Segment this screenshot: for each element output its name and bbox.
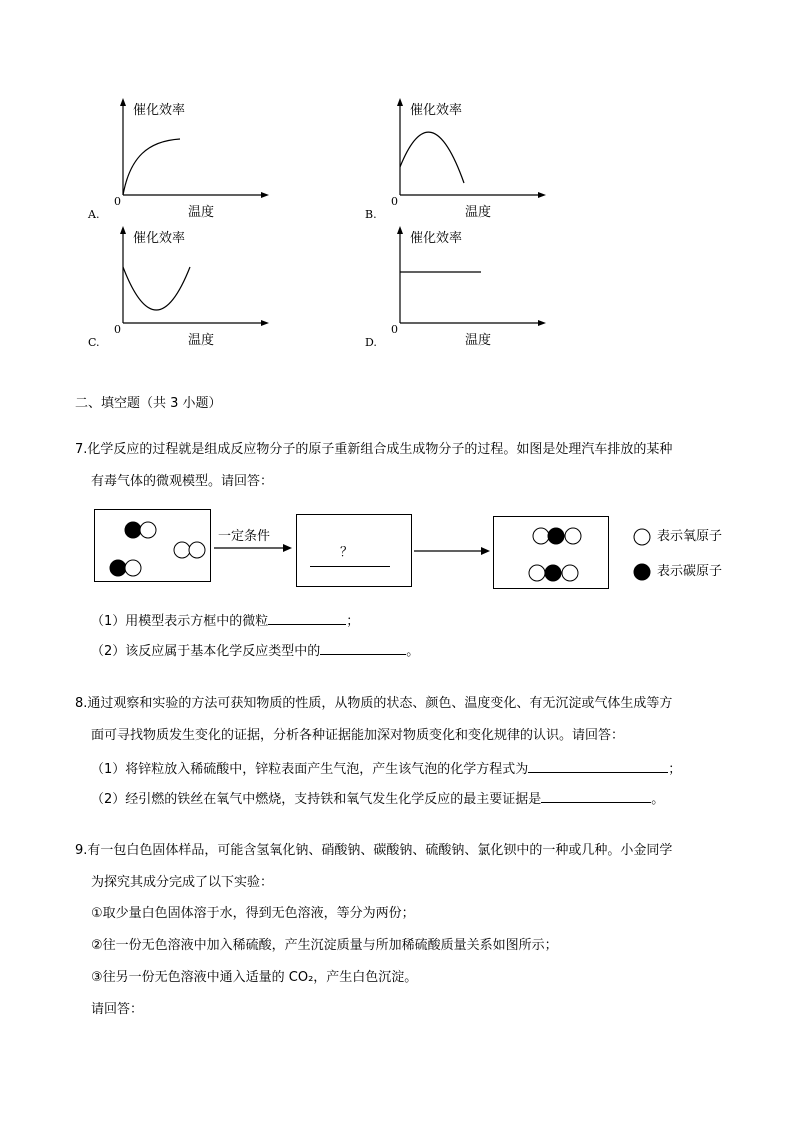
q8-sub1 <box>91 758 681 780</box>
xlabel-d: 温度 <box>465 333 492 348</box>
letter-c: C. <box>88 336 100 349</box>
option-c[interactable] <box>88 223 318 353</box>
q8-sub1-blank[interactable] <box>528 758 668 773</box>
oxygen-atom <box>565 528 581 544</box>
q8-line1: 8.通过观察和实验的方法可获知物质的性质，从物质的状态、颜色、温度变化、有无沉淀或气体生成等方 <box>75 696 673 711</box>
q7-sub1-suffix: ； <box>346 614 360 629</box>
q9-step1: ①取少量白色固体溶于水，得到无色溶液，等分为两份； <box>91 906 415 921</box>
q7-sub2-blank[interactable] <box>320 640 406 655</box>
q8-sub2-suffix: 。 <box>651 792 665 807</box>
q8-sub1-suffix: ； <box>668 762 682 777</box>
origin-b: 0 <box>391 195 398 208</box>
q8-sub2-blank[interactable] <box>541 788 651 803</box>
curve-a <box>123 139 180 195</box>
option-d[interactable] <box>365 223 595 353</box>
oxygen-atom <box>562 565 578 581</box>
option-a[interactable] <box>88 95 318 225</box>
curve-b <box>400 132 464 183</box>
origin-d: 0 <box>391 323 398 336</box>
q9-step2: ②往一份无色溶液中加入稀硫酸，产生沉淀质量与所加稀硫酸质量关系如图所示； <box>91 938 558 953</box>
reactant-molecules <box>95 510 212 583</box>
q9-line1: 9.有一包白色固体样品，可能含氢氧化钠、硝酸钠、碳酸钠、硫酸钠、氯化钡中的一种或几种。小金同学 <box>75 843 673 858</box>
ylabel-d: 催化效率 <box>410 231 463 246</box>
option-b[interactable] <box>365 95 595 225</box>
q7-sub2 <box>91 640 419 662</box>
carbon-atom <box>548 528 564 544</box>
legend-oxygen-icon <box>632 527 652 547</box>
legend-carbon-icon <box>632 562 652 582</box>
oxygen-atom <box>125 560 141 576</box>
ylabel-b: 催化效率 <box>410 103 463 118</box>
oxygen-atom <box>533 528 549 544</box>
legend-oxygen-label: 表示氧原子 <box>657 529 723 544</box>
letter-a: A. <box>88 208 100 221</box>
oxygen-atom <box>189 542 205 558</box>
q8-line2: 面可寻找物质发生变化的证据，分析各种证据能加深对物质变化和变化规律的认识。请回答： <box>91 728 625 743</box>
q9-step3: ③往另一份无色溶液中通入适量的 CO₂，产生白色沉淀。 <box>91 970 418 985</box>
answer-line <box>310 566 390 567</box>
xlabel-c: 温度 <box>188 333 215 348</box>
oxygen-atom <box>140 522 156 538</box>
xlabel-b: 温度 <box>465 205 492 220</box>
origin-a: 0 <box>114 195 121 208</box>
q9-line2: 为探究其成分完成了以下实验： <box>91 875 274 890</box>
condition-label: 一定条件 <box>218 529 271 544</box>
unknown-box <box>296 514 412 587</box>
question-mark: ？ <box>340 545 354 560</box>
q7-sub1 <box>91 610 359 632</box>
q8-sub1-text: （1）将锌粒放入稀硫酸中，锌粒表面产生气泡，产生该气泡的化学方程式为 <box>91 762 529 777</box>
q9-ask: 请回答： <box>91 1002 144 1017</box>
section-title: 二、填空题（共 3 小题） <box>75 396 222 411</box>
arrow-2 <box>414 545 494 557</box>
ylabel-c: 催化效率 <box>133 231 186 246</box>
product-box <box>493 516 609 589</box>
curve-c <box>123 267 190 310</box>
letter-d: D. <box>365 336 377 349</box>
carbon-atom <box>110 560 126 576</box>
origin-c: 0 <box>114 323 121 336</box>
q7-line1: 7.化学反应的过程就是组成反应物分子的原子重新组合成生成物分子的过程。如图是处理汽车排放的某种 <box>75 442 673 457</box>
arrow-1 <box>214 542 294 554</box>
legend-carbon-label: 表示碳原子 <box>657 564 723 579</box>
q7-sub2-text: （2）该反应属于基本化学反应类型中的 <box>91 644 321 659</box>
q8-sub2-text: （2）经引燃的铁丝在氧气中燃烧，支持铁和氧气发生化学反应的最主要证据是 <box>91 792 542 807</box>
carbon-atom <box>125 522 141 538</box>
reactant-box <box>94 509 211 582</box>
oxygen-atom <box>174 542 190 558</box>
q7-line2: 有毒气体的微观模型。请回答： <box>91 474 274 489</box>
q7-sub2-suffix: 。 <box>406 644 420 659</box>
q8-sub2 <box>91 788 664 810</box>
xlabel-a: 温度 <box>188 205 215 220</box>
letter-b: B. <box>365 208 377 221</box>
ylabel-a: 催化效率 <box>133 103 186 118</box>
q7-sub1-blank[interactable] <box>268 610 346 625</box>
carbon-atom <box>545 565 561 581</box>
q7-sub1-text: （1）用模型表示方框中的微粒 <box>91 614 269 629</box>
oxygen-atom <box>529 565 545 581</box>
product-molecules <box>494 517 610 590</box>
